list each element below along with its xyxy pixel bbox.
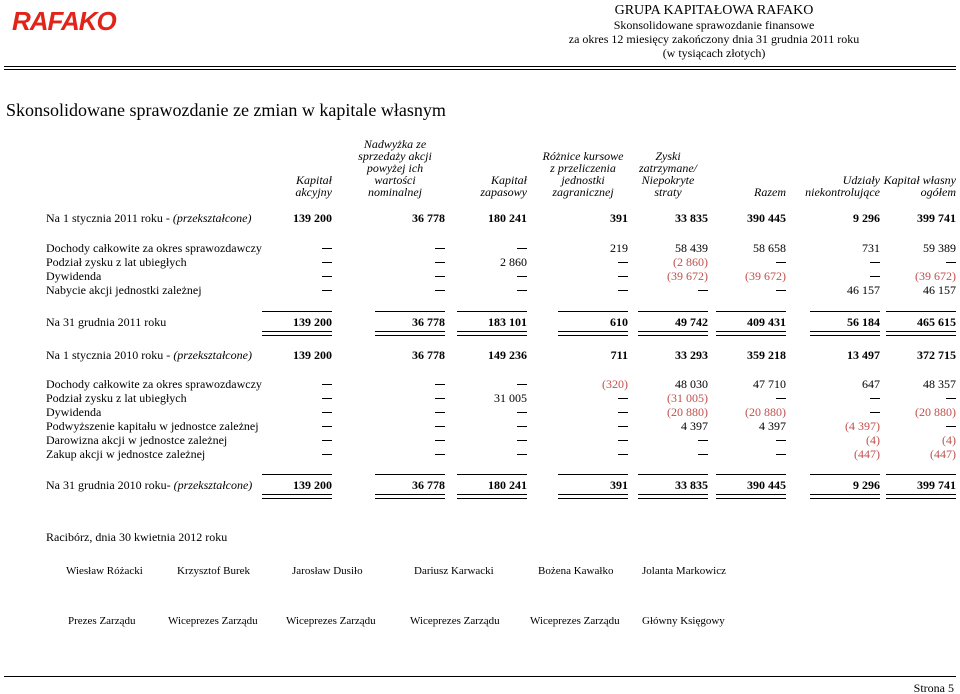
table-cell (866, 255, 956, 270)
table-cell (355, 283, 445, 298)
table-cell (355, 269, 445, 284)
table-cell: 139 200 (293, 315, 332, 329)
row-label-text: Na 31 grudnia 2010 roku- (46, 478, 174, 492)
column-header-line: straty (654, 185, 682, 199)
row-label (46, 269, 101, 284)
table-cell: 46 157 (847, 283, 880, 297)
row-label-note: (przekształcone) (173, 348, 252, 362)
column-header-3 (457, 146, 527, 198)
column-header-line: nominalnej (368, 185, 422, 199)
column-header-line: Niepokryte (641, 173, 695, 187)
table-cell: (20 880) (915, 405, 956, 419)
table-cell: 183 101 (488, 315, 527, 329)
row-label-text: Dochody całkowite za okres sprawozdawczy (46, 377, 262, 391)
row-label (46, 315, 166, 330)
double-rule (886, 494, 956, 499)
place-date: Racibórz, dnia 30 kwietnia 2012 roku (46, 530, 228, 544)
row-label (46, 348, 252, 363)
double-rule (716, 494, 786, 499)
double-rule (262, 494, 332, 499)
dash-mark (517, 440, 527, 441)
dash-mark (517, 384, 527, 385)
signatory-position: Prezes Zarządu (68, 615, 136, 627)
double-rule (886, 331, 956, 336)
table-row (0, 405, 960, 419)
table-cell: 9 296 (853, 211, 880, 225)
table-cell: 9 296 (853, 478, 880, 492)
table-row (0, 478, 960, 492)
header-rule (4, 66, 956, 67)
table-cell: 610 (610, 315, 628, 329)
signatory-position: Wiceprezes Zarządu (286, 615, 376, 627)
total-rule (558, 311, 628, 312)
logo-text: RAFAKO (12, 6, 116, 34)
signatory-position: Wiceprezes Zarządu (530, 615, 620, 627)
table-cell: 2 860 (500, 255, 527, 269)
signatory-name: Jarosław Dusiło (292, 565, 363, 577)
dash-mark (776, 262, 786, 263)
column-header-line: sprzedaży akcji (358, 149, 432, 163)
table-cell: (4) (866, 433, 880, 447)
column-header-4 (538, 146, 628, 198)
row-label-note: (przekształcone) (172, 211, 252, 225)
row-label-text: Podwyższenie kapitału w jednostce zależnej (46, 419, 259, 433)
dash-mark (322, 412, 332, 413)
column-header-line: zapasowy (480, 185, 527, 199)
row-label-text: Podział zysku z lat ubiegłych (46, 255, 187, 269)
total-rule (886, 474, 956, 475)
table-cell (355, 391, 445, 406)
table-cell: (320) (602, 377, 628, 391)
table-cell: 180 241 (488, 211, 527, 225)
table-cell: (2 860) (673, 255, 708, 269)
column-header-line: Kapitał (295, 173, 332, 187)
table-cell (437, 405, 527, 420)
table-cell (696, 447, 786, 462)
table-cell: 390 445 (747, 211, 786, 225)
table-row (0, 255, 960, 269)
column-header-line: z przeliczenia (550, 161, 616, 175)
row-label-text: Darowizna akcji w jednostce zależnej (46, 433, 228, 447)
total-rule (638, 474, 708, 475)
table-row (0, 419, 960, 433)
row-label (46, 419, 259, 434)
total-rule (558, 474, 628, 475)
table-cell: 711 (610, 348, 628, 362)
table-cell: 647 (862, 377, 880, 391)
rafako-logo (10, 6, 130, 34)
signatory-position: Wiceprezes Zarządu (410, 615, 500, 627)
table-cell: 4 397 (681, 419, 708, 433)
table-cell (538, 283, 628, 298)
double-rule (558, 331, 628, 336)
table-cell (538, 447, 628, 462)
table-row (0, 391, 960, 405)
table-cell (618, 447, 708, 462)
total-rule (716, 311, 786, 312)
table-cell (618, 433, 708, 448)
header-rule-2 (4, 69, 956, 70)
column-header-8 (876, 146, 956, 198)
table-cell (242, 433, 332, 448)
column-header-line: zagranicznej (552, 185, 614, 199)
row-label-text: Na 31 grudnia 2011 roku (46, 315, 167, 329)
double-rule (638, 494, 708, 499)
signatory-position: Wiceprezes Zarządu (168, 615, 258, 627)
table-cell (355, 255, 445, 270)
table-cell: 46 157 (923, 283, 956, 297)
row-label (46, 405, 101, 420)
dash-mark (322, 426, 332, 427)
table-cell: 731 (862, 241, 880, 255)
table-cell (242, 283, 332, 298)
table-row (0, 241, 960, 255)
table-cell: 399 741 (917, 478, 956, 492)
dash-mark (776, 290, 786, 291)
total-rule (810, 311, 880, 312)
dash-mark (776, 398, 786, 399)
row-label (46, 211, 252, 226)
total-rule (457, 311, 527, 312)
table-cell: 372 715 (917, 348, 956, 362)
report-period: za okres 12 miesięcy zakończony dnia 31 grudnia 2011 roku (568, 32, 860, 46)
table-cell (696, 391, 786, 406)
dash-mark (776, 454, 786, 455)
table-cell: 33 835 (675, 478, 708, 492)
table-cell: 33 835 (675, 211, 708, 225)
table-cell: 58 658 (753, 241, 786, 255)
table-cell: 48 030 (675, 377, 708, 391)
column-header-line: Kapitał (490, 173, 527, 187)
table-row (0, 211, 960, 225)
row-label-text: Na 1 stycznia 2011 roku - (46, 211, 173, 225)
table-cell: 48 357 (923, 377, 956, 391)
document-title: Skonsolidowane sprawozdanie ze zmian w kapitale własnym (6, 100, 446, 120)
table-cell (618, 283, 708, 298)
double-rule (375, 494, 445, 499)
signatory-name: Dariusz Karwacki (414, 565, 494, 577)
double-rule (638, 331, 708, 336)
double-rule (716, 331, 786, 336)
row-label-text: Na 1 stycznia 2010 roku - (46, 348, 174, 362)
dash-mark (322, 454, 332, 455)
table-cell (866, 391, 956, 406)
dash-mark (517, 248, 527, 249)
table-cell: 391 (610, 478, 628, 492)
table-row (0, 447, 960, 461)
dash-mark (322, 398, 332, 399)
table-cell (242, 255, 332, 270)
table-cell (437, 447, 527, 462)
table-cell: 4 397 (759, 419, 786, 433)
double-rule (375, 331, 445, 336)
table-cell (696, 433, 786, 448)
table-cell: 36 778 (412, 348, 445, 362)
dash-mark (946, 262, 956, 263)
table-cell: (39 672) (745, 269, 786, 283)
total-rule (886, 311, 956, 312)
table-cell (355, 433, 445, 448)
double-rule (457, 494, 527, 499)
table-cell: 36 778 (412, 211, 445, 225)
row-label (46, 377, 262, 392)
table-cell: 58 439 (675, 241, 708, 255)
row-label-text: Podział zysku z lat ubiegłych (46, 391, 187, 405)
dash-mark (322, 290, 332, 291)
table-cell: (39 672) (667, 269, 708, 283)
table-cell: 139 200 (293, 478, 332, 492)
table-cell: 139 200 (293, 211, 332, 225)
column-header-line: Udziały (842, 173, 880, 187)
column-header-line: Nadwyżka ze (363, 137, 427, 151)
dash-mark (517, 426, 527, 427)
column-header-2 (345, 137, 445, 199)
table-cell (538, 405, 628, 420)
table-cell: 465 615 (917, 315, 956, 329)
table-cell (355, 241, 445, 256)
column-header-line: jednostki (561, 173, 605, 187)
table-cell (696, 283, 786, 298)
column-header-5 (628, 146, 708, 198)
dash-mark (322, 262, 332, 263)
column-header-line: ogółem (920, 185, 956, 199)
table-cell: 149 236 (488, 348, 527, 362)
total-rule (262, 474, 332, 475)
signatory-name: Wiesław Różacki (66, 565, 143, 577)
table-cell: 47 710 (753, 377, 786, 391)
table-cell: (20 880) (667, 405, 708, 419)
row-label-text: Zakup akcji w jednostce zależnej (46, 447, 206, 461)
row-label (46, 478, 252, 493)
total-rule (638, 311, 708, 312)
table-cell: (20 880) (745, 405, 786, 419)
row-label (46, 283, 202, 298)
dash-mark (322, 276, 332, 277)
page-number: Strona 5 (913, 681, 954, 694)
dash-mark (517, 290, 527, 291)
column-header-1 (262, 146, 332, 198)
table-cell: 13 497 (847, 348, 880, 362)
table-cell: 219 (610, 241, 628, 255)
table-cell (538, 269, 628, 284)
dash-mark (946, 426, 956, 427)
table-row (0, 348, 960, 362)
table-cell: 359 218 (747, 348, 786, 362)
row-label-text: Dywidenda (46, 405, 102, 419)
report-name: Skonsolidowane sprawozdanie finansowe (613, 18, 815, 32)
table-cell (355, 377, 445, 392)
table-cell (437, 269, 527, 284)
table-cell: 391 (610, 211, 628, 225)
column-header-line: Różnice kursowe (542, 149, 624, 163)
total-rule (457, 474, 527, 475)
table-cell (538, 433, 628, 448)
table-cell: (31 005) (667, 391, 708, 405)
signatory-name: Bożena Kawałko (538, 565, 614, 577)
total-rule (375, 474, 445, 475)
double-rule (558, 494, 628, 499)
table-cell: 36 778 (412, 478, 445, 492)
table-cell (355, 447, 445, 462)
group-name: GRUPA KAPITAŁOWA RAFAKO (614, 3, 814, 18)
row-label-note: (przekształcone) (173, 478, 253, 492)
signatory-name: Jolanta Markowicz (642, 565, 726, 577)
table-cell (437, 433, 527, 448)
column-header-line: Kapitał własny (883, 173, 956, 187)
table-cell: (447) (854, 447, 880, 461)
total-rule (810, 474, 880, 475)
dash-mark (517, 454, 527, 455)
table-row (0, 283, 960, 297)
column-header-line: niekontrolujące (805, 185, 880, 199)
column-header-line: powyżej ich wartości (366, 161, 424, 187)
table-cell: 36 778 (412, 315, 445, 329)
signatory-position: Główny Księgowy (642, 615, 725, 627)
table-cell (538, 391, 628, 406)
table-cell: 180 241 (488, 478, 527, 492)
table-cell (538, 419, 628, 434)
row-label-text: Dywidenda (46, 269, 102, 283)
table-cell (242, 391, 332, 406)
dash-mark (322, 248, 332, 249)
table-cell: 59 389 (923, 241, 956, 255)
table-cell: 399 741 (917, 211, 956, 225)
double-rule (457, 331, 527, 336)
row-label (46, 241, 262, 256)
table-cell (437, 377, 527, 392)
table-cell (242, 269, 332, 284)
table-cell (437, 419, 527, 434)
total-rule (375, 311, 445, 312)
table-cell (242, 419, 332, 434)
table-row (0, 269, 960, 283)
table-row (0, 433, 960, 447)
table-cell: (4) (942, 433, 956, 447)
table-cell: 56 184 (847, 315, 880, 329)
table-cell (866, 419, 956, 434)
table-cell: 390 445 (747, 478, 786, 492)
column-header-line: zatrzymane/ (639, 161, 697, 175)
double-rule (810, 331, 880, 336)
row-label (46, 255, 187, 270)
table-cell (437, 241, 527, 256)
row-label (46, 433, 227, 448)
table-cell: 33 293 (675, 348, 708, 362)
column-header-6 (726, 146, 786, 198)
row-label (46, 447, 205, 462)
column-header-line: Zyski (655, 149, 681, 163)
total-rule (262, 311, 332, 312)
table-cell: 49 742 (675, 315, 708, 329)
table-cell (437, 283, 527, 298)
signatory-name: Krzysztof Burek (177, 565, 251, 577)
table-row (0, 315, 960, 329)
table-cell: 31 005 (494, 391, 527, 405)
table-cell: (447) (930, 447, 956, 461)
column-header-line: akcyjny (295, 185, 332, 199)
table-cell (355, 405, 445, 420)
table-cell (242, 377, 332, 392)
table-cell: (4 397) (845, 419, 880, 433)
column-header-7 (790, 146, 880, 198)
table-cell: 409 431 (747, 315, 786, 329)
table-cell: 139 200 (293, 348, 332, 362)
report-header (474, 4, 954, 60)
table-cell (355, 419, 445, 434)
dash-mark (946, 398, 956, 399)
table-cell (242, 447, 332, 462)
row-label-text: Dochody całkowite za okres sprawozdawczy (46, 241, 262, 255)
table-cell (538, 255, 628, 270)
table-cell (242, 405, 332, 420)
dash-mark (322, 440, 332, 441)
dash-mark (322, 384, 332, 385)
footer-rule (4, 676, 956, 677)
double-rule (262, 331, 332, 336)
row-label-text: Nabycie akcji jednostki zależnej (46, 283, 202, 297)
table-cell (696, 255, 786, 270)
table-cell: (39 672) (915, 269, 956, 283)
dash-mark (517, 276, 527, 277)
column-header-line: Razem (754, 185, 786, 199)
dash-mark (517, 412, 527, 413)
table-cell (242, 241, 332, 256)
table-row (0, 377, 960, 391)
total-rule (716, 474, 786, 475)
report-units: (w tysiącach złotych) (662, 46, 766, 60)
double-rule (810, 494, 880, 499)
row-label (46, 391, 187, 406)
dash-mark (776, 440, 786, 441)
